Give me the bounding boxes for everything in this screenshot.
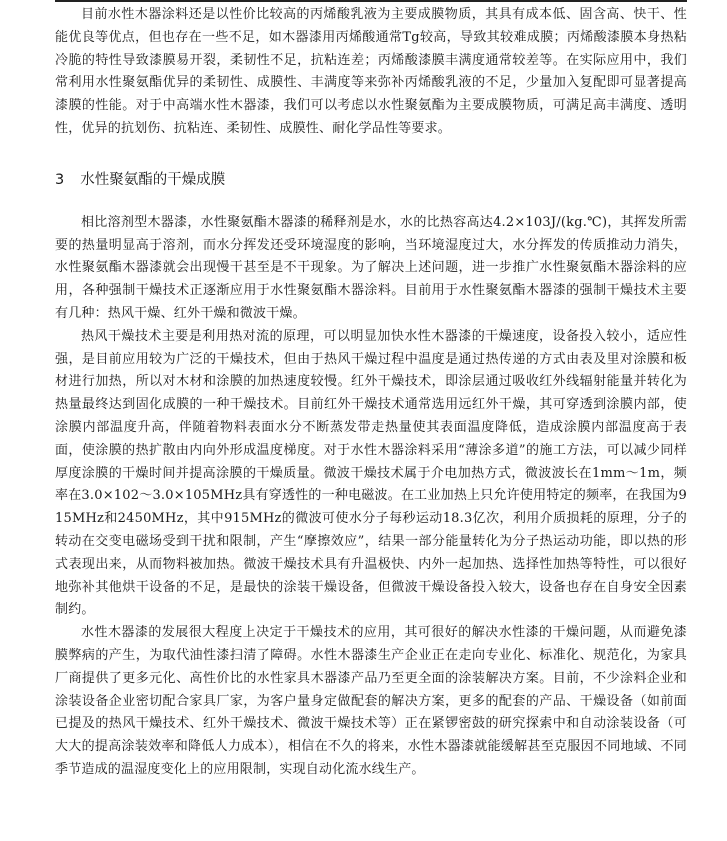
paragraph-intro: 目前水性木器涂料还是以性价比较高的丙烯酸乳液为主要成膜物质，其具有成本低、固含高、快干、性能优良等优点，但也存在一些不足，如木器漆用丙烯酸通常Tg较高，导致其较难成膜；丙烯酸漆膜本身热粘冷脆的特性导致漆膜易开裂，柔韧性不足，抗粘连差；丙烯酸漆膜丰满度通常较差等。在实际应用中，我们常利用水性聚氨酯优异的柔韧性、成膜性、丰满度等来弥补丙烯酸乳液的不足，少量加入复配即可显著提高漆膜的性能。对于中高端水性木器漆，我们可以考虑以水性聚氨酯为主要成膜物质，可满足高丰满度、透明性，优异的抗划伤、抗粘连、柔韧性、成膜性、耐化学品性等要求。 — [55, 7, 687, 136]
paragraph-outlook: 水性木器漆的发展很大程度上决定于干燥技术的应用，其可很好的解决水性漆的干燥问题，从而避免漆膜弊病的产生，为取代油性漆扫清了障碍。水性木器漆生产企业正在走向专业化、标准化、规范化，为家具厂商提供了更多元化、高性价比的水性家具木器漆产品乃至更全面的涂装解决方案。目前，不少涂料企业和涂装设备企业密切配合家具厂家，为客户量身定做配套的解决方案，更多的配套的产品、干燥设备（如前面已提及的热风干燥技术、红外干燥技术、微波干燥技术等）正在紧锣密鼓的研究探索中和自动涂装设备（可大大的提高涂装效率和降低人力成本），相信在不久的将来，水性木器漆就能缓解甚至克服因不同地域、不同季节造成的温湿度变化上的应用限制，实现自动化流水线生产。 — [55, 625, 687, 777]
section-heading — [55, 169, 687, 191]
section-title: 水性聚氨酯的干燥成膜 — [80, 171, 226, 188]
paragraph-solvent-comparison: 相比溶剂型木器漆，水性聚氨酯木器漆的稀释剂是水，水的比热容高达4.2×103J/(kg.℃)，其挥发所需要的热量明显高于溶剂，而水分挥发还受环境湿度的影响，当环境湿度过大，水分挥发的传质推动力消失，水性聚氨酯木器漆就会出现慢干甚至是不干现象。为了解决上述问题，进一步推广水性聚氨酯木器涂料的应用，各种强制干燥技术正逐渐应用于水性聚氨酯木器涂料。目前用于水性聚氨酯木器漆的强制干燥技术主要有几种：热风干燥、红外干燥和微波干燥。 — [55, 214, 687, 321]
top-rule — [55, 0, 687, 2]
article-body — [55, 4, 687, 782]
section-number: 3 — [55, 171, 65, 188]
paragraph-drying-technologies: 热风干燥技术主要是利用热对流的原理，可以明显加快水性木器漆的干燥速度，设备投入较小，适应性强，是目前应用较为广泛的干燥技术，但由于热风干燥过程中温度是通过热传递的方式由表及里对涂膜和板材进行加热，所以对木材和涂膜的加热速度较慢。红外干燥技术，即涂层通过吸收红外线辐射能量并转化为热量最终达到固化成膜的一种干燥技术。目前红外干燥技术通常选用远红外干燥，其可穿透到涂膜内部，使涂膜内部温度升高，伴随着物料表面水分不断蒸发带走热量使其表面温度降低，造成涂膜内部温度高于表面，使涂膜的热扩散由内向外形成温度梯度。对于水性木器涂料采用“薄涂多道”的施工方法，可以减少同样厚度涂膜的干燥时间并提高涂膜的干燥质量。微波干燥技术属于介电加热方式，微波波长在1mm～1m，频率在3.0×102～3.0×105MHz具有穿透性的一种电磁波。在工业加热上只允许使用特定的频率，在我国为915MHz和2450MHz，其中915MHz的微波可使水分子每秒运动18.3亿次，利用介质损耗的原理，分子的转动在交变电磁场受到干扰和限制，产生“摩擦效应”，结果一部分能量转化为分子热运动功能，即以热的形式表现出来，从而物料被加热。微波干燥技术具有升温极快、内外一起加热、选择性加热等特性，可以很好地弥补其他烘干设备的不足，是最快的涂装干燥设备，但微波干燥设备投入较大，设备也存在自身安全因素制约。 — [55, 328, 687, 618]
